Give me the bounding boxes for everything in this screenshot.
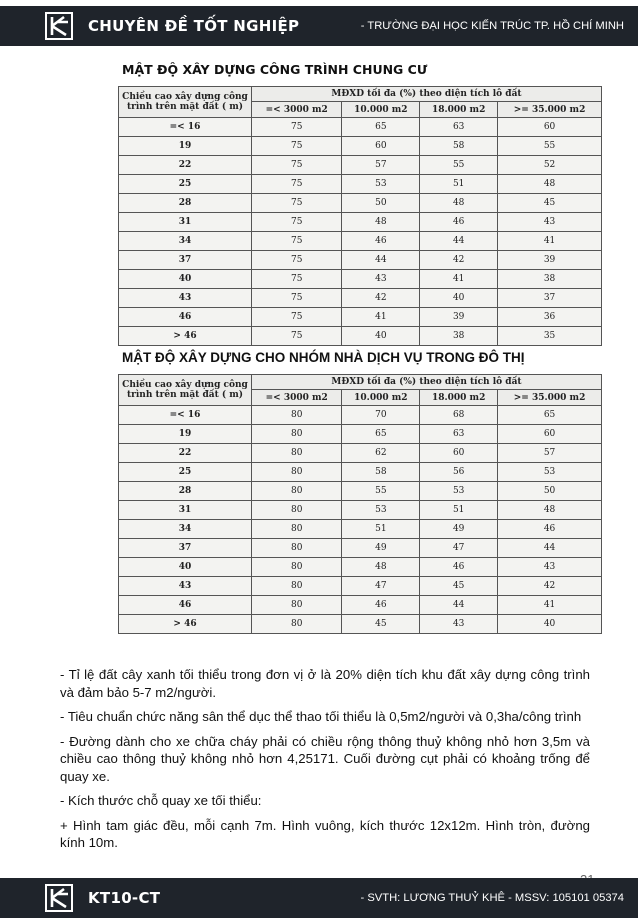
table-row [119,118,602,137]
height-cell: 28 [119,482,252,501]
paragraph: - Tỉ lệ đất cây xanh tối thiểu trong đơn vị ở là 20% diện tích khu đất xây dựng công trình và đảm bảo 5-7 m2/người. [60,667,590,700]
density-cell: 47 [342,577,420,596]
density-cell: 57 [498,444,602,463]
density-cell: 80 [252,558,342,577]
density-cell: 80 [252,596,342,615]
density-cell: 38 [420,327,498,346]
density-cell: 50 [498,482,602,501]
paragraph: - Tiêu chuẩn chức năng sân thể dục thể thao tối thiểu là 0,5m2/người và 0,3ha/công trình [60,709,582,724]
height-cell: =< 16 [119,118,252,137]
height-cell: 40 [119,270,252,289]
density-cell: 60 [420,444,498,463]
density-cell: 58 [342,463,420,482]
table-row [119,137,602,156]
paragraph: + Hình tam giác đều, mỗi cạnh 7m. Hình vuông, kích thước 12x12m. Hình tròn, đường kính 10m. [60,817,590,850]
density-cell: 39 [420,308,498,327]
table1-col-header: >= 35.000 m2 [498,102,602,118]
density-cell: 48 [342,213,420,232]
height-cell: 28 [119,194,252,213]
density-cell: 63 [420,425,498,444]
table-row [119,308,602,327]
density-cell: 49 [420,520,498,539]
density-cell: 46 [498,520,602,539]
density-cell: 60 [498,118,602,137]
table-row [119,577,602,596]
height-cell: > 46 [119,615,252,634]
density-cell: 75 [252,251,342,270]
footer-banner [0,878,638,918]
density-cell: 53 [342,501,420,520]
table-row [119,175,602,194]
density-cell: 56 [420,463,498,482]
height-cell: 43 [119,289,252,308]
density-cell: 58 [420,137,498,156]
table-row [119,596,602,615]
table2-title: MẬT ĐỘ XÂY DỰNG CHO NHÓM NHÀ DỊCH VỤ TRONG ĐÔ THỊ [122,350,525,365]
density-cell: 44 [498,539,602,558]
table-row [119,251,602,270]
table-row [119,232,602,251]
density-cell: 80 [252,615,342,634]
density-cell: 48 [498,175,602,194]
table2-col-header: 18.000 m2 [420,390,498,406]
density-cell: 41 [342,308,420,327]
density-cell: 50 [342,194,420,213]
height-cell: 19 [119,425,252,444]
density-cell: 40 [342,327,420,346]
table-row [119,539,602,558]
density-cell: 41 [420,270,498,289]
density-cell: 41 [498,232,602,251]
density-cell: 46 [420,558,498,577]
table1-title: MẬT ĐỘ XÂY DỰNG CÔNG TRÌNH CHUNG CƯ [122,62,428,77]
density-cell: 75 [252,137,342,156]
density-cell: 43 [420,615,498,634]
footer-student: - SVTH: LƯƠNG THUỶ KHÊ - MSSV: 105101 05374 [360,892,624,904]
density-cell: 38 [498,270,602,289]
density-cell: 55 [420,156,498,175]
density-cell: 52 [498,156,602,175]
density-cell: 46 [342,596,420,615]
table-row [119,444,602,463]
density-cell: 53 [342,175,420,194]
density-cell: 75 [252,308,342,327]
table-row [119,425,602,444]
density-cell: 36 [498,308,602,327]
density-cell: 80 [252,539,342,558]
table2-col-first: Chiều cao xây dựng công trình trên mặt đất ( m) [119,375,252,406]
density-cell: 65 [342,118,420,137]
height-cell: 22 [119,444,252,463]
density-cell: 44 [420,596,498,615]
density-cell: 75 [252,327,342,346]
table-row [119,482,602,501]
height-cell: > 46 [119,327,252,346]
density-cell: 68 [420,406,498,425]
density-cell: 60 [498,425,602,444]
height-cell: 34 [119,232,252,251]
density-cell: 44 [342,251,420,270]
table-row [119,327,602,346]
school-logo-icon [44,11,74,41]
table1-col-header: 18.000 m2 [420,102,498,118]
height-cell: 25 [119,463,252,482]
density-cell: 45 [342,615,420,634]
table1 [118,86,602,346]
density-cell: 80 [252,520,342,539]
table1-body [119,118,602,346]
density-cell: 37 [498,289,602,308]
density-cell: 35 [498,327,602,346]
density-cell: 42 [342,289,420,308]
paragraph: - Đường dành cho xe chữa cháy phải có chiều rộng thông thuỷ không nhỏ hơn 3,5m và chiều cao thông thuỷ không nhỏ hơn 4,25171. Cuối đường cụt phải có khoảng trống để quay xe. [60,733,590,784]
density-cell: 40 [498,615,602,634]
density-cell: 62 [342,444,420,463]
table-row [119,194,602,213]
density-cell: 51 [420,175,498,194]
density-cell: 75 [252,194,342,213]
density-cell: 48 [342,558,420,577]
density-cell: 55 [342,482,420,501]
density-cell: 57 [342,156,420,175]
density-cell: 75 [252,270,342,289]
height-cell: 46 [119,308,252,327]
density-cell: 43 [342,270,420,289]
table2-col-header: >= 35.000 m2 [498,390,602,406]
density-cell: 39 [498,251,602,270]
height-cell: 43 [119,577,252,596]
table-row [119,520,602,539]
height-cell: 37 [119,251,252,270]
height-cell: 22 [119,156,252,175]
table-row [119,213,602,232]
school-logo-icon [44,883,74,913]
body-text [60,666,590,859]
density-cell: 41 [498,596,602,615]
height-cell: 19 [119,137,252,156]
density-cell: 40 [420,289,498,308]
height-cell: 40 [119,558,252,577]
table-row [119,463,602,482]
density-cell: 60 [342,137,420,156]
density-cell: 80 [252,482,342,501]
height-cell: 31 [119,213,252,232]
density-cell: 75 [252,118,342,137]
table-row [119,270,602,289]
height-cell: 34 [119,520,252,539]
density-cell: 45 [498,194,602,213]
table2 [118,374,602,634]
table-row [119,501,602,520]
header-school: - TRƯỜNG ĐẠI HỌC KIẾN TRÚC TP. HỒ CHÍ MINH [360,20,624,32]
density-cell: 42 [498,577,602,596]
density-cell: 80 [252,463,342,482]
density-cell: 48 [498,501,602,520]
density-cell: 46 [342,232,420,251]
density-cell: 53 [420,482,498,501]
table-row [119,558,602,577]
height-cell: 31 [119,501,252,520]
density-cell: 55 [498,137,602,156]
density-cell: 75 [252,213,342,232]
table1-col-header: =< 3000 m2 [252,102,342,118]
height-cell: 46 [119,596,252,615]
table2-body [119,406,602,634]
table-row [119,156,602,175]
density-cell: 70 [342,406,420,425]
table1-col-group: MĐXD tối đa (%) theo diện tích lô đất [252,87,602,102]
density-cell: 75 [252,232,342,251]
table-row [119,615,602,634]
paragraph: - Kích thước chỗ quay xe tối thiểu: [60,793,262,808]
density-cell: 47 [420,539,498,558]
table2-col-header: 10.000 m2 [342,390,420,406]
density-cell: 53 [498,463,602,482]
density-cell: 44 [420,232,498,251]
density-cell: 80 [252,444,342,463]
density-cell: 75 [252,156,342,175]
table-row [119,406,602,425]
density-cell: 43 [498,558,602,577]
density-cell: 48 [420,194,498,213]
density-cell: 65 [342,425,420,444]
table-row [119,289,602,308]
density-cell: 45 [420,577,498,596]
density-cell: 46 [420,213,498,232]
density-cell: 51 [342,520,420,539]
header-banner [0,6,638,46]
density-cell: 80 [252,577,342,596]
density-cell: 51 [420,501,498,520]
footer-code: KT10-CT [88,889,161,907]
height-cell: =< 16 [119,406,252,425]
density-cell: 65 [498,406,602,425]
density-cell: 42 [420,251,498,270]
height-cell: 25 [119,175,252,194]
table1-col-header: 10.000 m2 [342,102,420,118]
density-cell: 80 [252,406,342,425]
header-title: CHUYÊN ĐỀ TỐT NGHIỆP [88,17,300,35]
table1-col-first: Chiều cao xây dựng công trình trên mặt đất ( m) [119,87,252,118]
density-cell: 63 [420,118,498,137]
density-cell: 80 [252,501,342,520]
height-cell: 37 [119,539,252,558]
table2-col-header: =< 3000 m2 [252,390,342,406]
density-cell: 43 [498,213,602,232]
density-cell: 75 [252,289,342,308]
table2-col-group: MĐXD tối đa (%) theo diện tích lô đất [252,375,602,390]
density-cell: 80 [252,425,342,444]
density-cell: 49 [342,539,420,558]
density-cell: 75 [252,175,342,194]
